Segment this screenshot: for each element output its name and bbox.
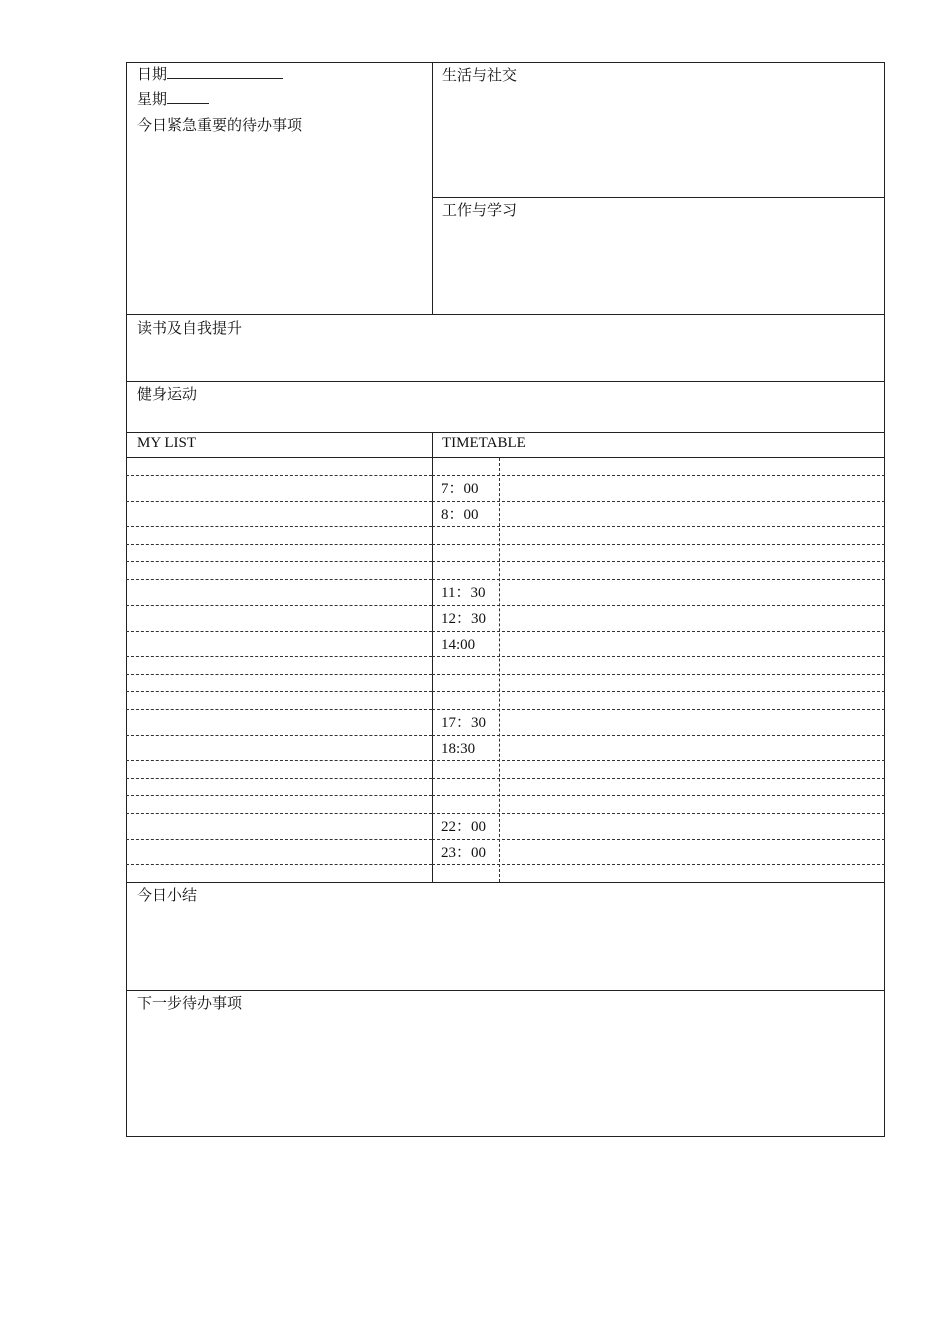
reading-bottom-border	[126, 381, 885, 382]
time-slot-label: 14:00	[441, 637, 476, 653]
list-row-line	[126, 656, 432, 657]
timetable-row-line	[432, 579, 885, 580]
my-list-header: MY LIST	[137, 435, 197, 451]
reading-label: 读书及自我提升	[137, 319, 243, 337]
list-row-line	[126, 631, 432, 632]
time-slot-label: 18:30	[441, 741, 476, 757]
list-row-line	[126, 526, 432, 527]
list-row-line	[126, 813, 432, 814]
timetable-row-line	[432, 656, 885, 657]
timetable-row-line	[432, 544, 885, 545]
timetable-row-line	[432, 760, 885, 761]
timetable-row-line	[432, 864, 885, 865]
timetable-row-line	[432, 709, 885, 710]
timetable-row-line	[432, 674, 885, 675]
time-slot-label: 17：30	[441, 715, 487, 731]
weekday-label: 星期	[137, 90, 168, 108]
date-label: 日期	[137, 65, 168, 83]
list-row-line	[126, 544, 432, 545]
time-slot-label: 23：00	[441, 845, 487, 861]
life-work-divider	[432, 197, 885, 198]
next-steps-label: 下一步待办事项	[137, 994, 243, 1012]
timetable-row-line	[432, 735, 885, 736]
daily-summary-label: 今日小结	[137, 886, 198, 904]
life-social-label: 生活与社交	[442, 66, 518, 84]
list-row-line	[126, 674, 432, 675]
list-row-line	[126, 605, 432, 606]
time-slot-label: 11：30	[441, 585, 486, 601]
date-blank[interactable]	[167, 64, 283, 79]
timetable-row-line	[432, 795, 885, 796]
list-timetable-divider	[432, 432, 433, 882]
urgent-tasks-label: 今日紧急重要的待办事项	[137, 116, 303, 134]
work-study-label: 工作与学习	[442, 201, 518, 219]
list-row-line	[126, 475, 432, 476]
timetable-row-line	[432, 839, 885, 840]
time-slot-label: 12：30	[441, 611, 487, 627]
list-row-line	[126, 778, 432, 779]
timetable-row-line	[432, 475, 885, 476]
list-row-line	[126, 864, 432, 865]
weekday-blank[interactable]	[167, 89, 209, 104]
date-field[interactable]	[137, 64, 283, 84]
fitness-label: 健身运动	[137, 385, 198, 403]
list-row-line	[126, 709, 432, 710]
list-row-line	[126, 760, 432, 761]
timetable-row-line	[432, 561, 885, 562]
timetable-header: TIMETABLE	[442, 435, 526, 451]
top-block-bottom-border	[126, 314, 885, 315]
timetable-row-line	[432, 813, 885, 814]
list-row-line	[126, 561, 432, 562]
list-row-line	[126, 691, 432, 692]
timetable-row-line	[432, 778, 885, 779]
timetable-row-line	[432, 501, 885, 502]
time-slot-label: 7：00	[441, 481, 479, 497]
list-row-line	[126, 735, 432, 736]
timetable-row-line	[432, 631, 885, 632]
time-column-divider	[499, 458, 500, 882]
weekday-field[interactable]	[137, 89, 209, 109]
list-row-line	[126, 501, 432, 502]
summary-bottom-border	[126, 990, 885, 991]
planner-sheet	[126, 62, 885, 1137]
list-row-line	[126, 795, 432, 796]
timetable-row-line	[432, 691, 885, 692]
timetable-row-line	[432, 526, 885, 527]
list-header-border	[126, 457, 885, 458]
top-column-divider	[432, 62, 433, 314]
time-slot-label: 8：00	[441, 507, 479, 523]
list-row-line	[126, 579, 432, 580]
list-row-line	[126, 839, 432, 840]
list-bottom-border	[126, 882, 885, 883]
timetable-row-line	[432, 605, 885, 606]
time-slot-label: 22：00	[441, 819, 487, 835]
